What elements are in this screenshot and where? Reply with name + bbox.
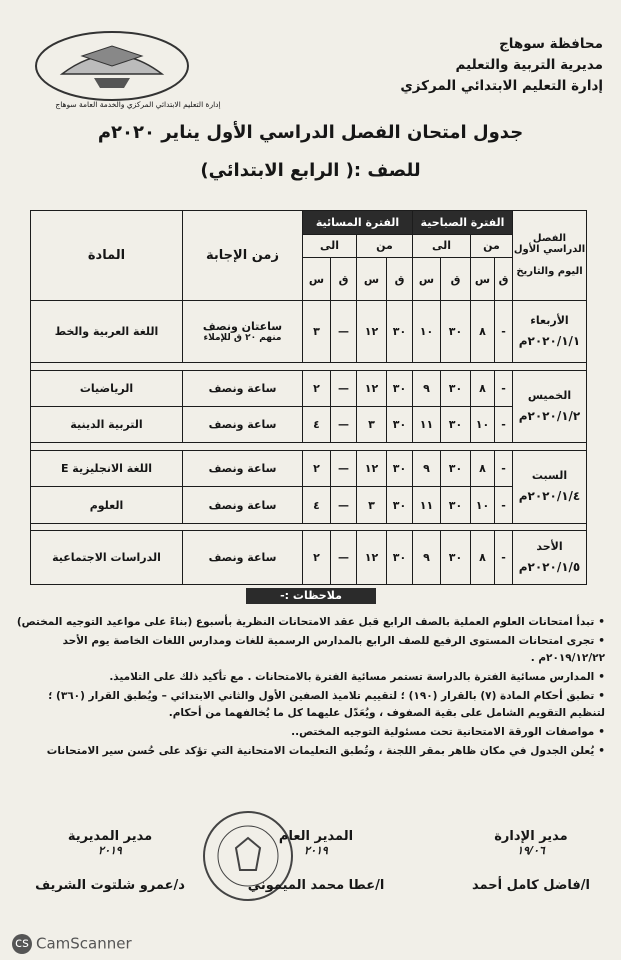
cell: ٤ — [303, 487, 331, 523]
evening-from-header: من — [357, 234, 413, 258]
cell: ١٠ — [413, 300, 441, 362]
unit-s: س — [357, 258, 387, 301]
cell: — — [331, 487, 357, 523]
cell: - — [495, 407, 513, 443]
day-date: ٢٠٢٠/١/٥م — [518, 560, 581, 575]
day-date: ٢٠٢٠/١/٤م — [518, 489, 581, 504]
unit-s: س — [303, 258, 331, 301]
note-item: •يُعلن الجدول في مكان ظاهر بمقر اللجنة ، وتُطبق التعليمات الامتحانية التي تؤكد على حُسن سير الامتحانات — [46, 745, 605, 757]
cell: ٣٠ — [441, 450, 471, 486]
signature-role: المدير العام — [278, 829, 354, 844]
cell: ٣ — [303, 300, 331, 362]
subject-cell: العلوم — [31, 487, 183, 523]
cell: ٨ — [471, 300, 495, 362]
table-row — [31, 531, 587, 585]
grade-subtitle: للصف :( الرابع الابتدائي) — [200, 160, 421, 181]
day-name: الأربعاء — [530, 314, 569, 328]
duration-header: زمن الإجابة — [183, 211, 303, 301]
duration-cell: ساعة ونصف — [183, 487, 303, 523]
cell: — — [331, 300, 357, 362]
page-title: جدول امتحان الفصل الدراسي الأول يناير ٢٠٢٠م — [97, 122, 524, 143]
duration-cell — [183, 300, 303, 362]
morning-period-header: الفترة الصباحية — [413, 211, 513, 235]
subject-cell: التربية الدينية — [31, 407, 183, 443]
cell: ٨ — [471, 531, 495, 585]
cell: - — [495, 300, 513, 362]
cell: ٣٠ — [387, 370, 413, 406]
bullet-icon: • — [598, 690, 605, 702]
bullet-icon: • — [598, 726, 605, 738]
day-name: الخميس — [527, 389, 572, 403]
signature-scribble: ٢٠١٩ — [304, 844, 328, 857]
day-name: الأحد — [536, 540, 563, 554]
header-line-directorate: مديرية التربية والتعليم — [455, 57, 603, 73]
day-cell — [513, 300, 587, 362]
cell: ١٢ — [357, 370, 387, 406]
note-item: •مواصفات الورقة الامتحانية تحت مسئولية التوجيه المختص.. — [291, 726, 605, 738]
cell: ٣٠ — [441, 531, 471, 585]
duration-cell: ساعة ونصف — [183, 450, 303, 486]
day-date: ٢٠٢٠/١/٢م — [518, 409, 581, 424]
cell: ٨ — [471, 450, 495, 486]
cell: - — [495, 531, 513, 585]
day-cell — [513, 370, 587, 443]
note-item: •تبدأ امتحانات العلوم العملية بالصف الرابع قبل عقد الامتحانات النظرية بأسبوع (بناءً على مواعيد التوجيه المختص) — [16, 616, 605, 628]
subject-cell: اللغة العربية والخط — [31, 300, 183, 362]
bullet-icon: • — [598, 745, 605, 757]
cell: ٣ — [357, 487, 387, 523]
signature-name: د/عمرو شلتوت الشريف — [35, 878, 185, 893]
unit-q: ق — [331, 258, 357, 301]
cell: ٩ — [413, 531, 441, 585]
day-name: السبت — [531, 469, 568, 483]
header-line-governorate: محافظة سوهاج — [499, 36, 603, 52]
cell: ١٢ — [357, 300, 387, 362]
cell: ٨ — [471, 370, 495, 406]
evening-to-header: الى — [303, 234, 357, 258]
note-item: •المدارس مسائية الفترة بالدراسة تستمر مسائية الفترة بالامتحانات . مع تأكيد ذلك على التلاميذ. — [109, 671, 605, 683]
unit-q: ق — [387, 258, 413, 301]
cell: ٣٠ — [441, 407, 471, 443]
cell: - — [495, 370, 513, 406]
cell: ٣٠ — [441, 300, 471, 362]
cell: ٣٠ — [441, 487, 471, 523]
signature-directorate-director — [30, 829, 190, 893]
table-row — [31, 370, 587, 406]
cell: — — [331, 370, 357, 406]
camscanner-watermark: cs CamScanner — [12, 934, 132, 954]
table-row — [31, 450, 587, 486]
duration-cell: ساعة ونصف — [183, 407, 303, 443]
cell: ١٠ — [471, 407, 495, 443]
cell: ٣٠ — [441, 370, 471, 406]
cell: ١٢ — [357, 531, 387, 585]
unit-q: ق — [495, 258, 513, 301]
morning-from-header: من — [471, 234, 513, 258]
duration-note: منهم ٢٠ ق للإملاء — [203, 333, 282, 344]
signature-scribble: ١٩/٠٦ — [517, 844, 545, 857]
subject-header: المادة — [31, 211, 183, 301]
note-item: •تجرى امتحانات المستوى الرفيع للصف الرابع بالمدارس الرسمية للغات ومدارس اللغات الخاصة يوم الأحد ٢٠١٩/١٢/٢٢م . — [62, 635, 605, 664]
cell: ٣٠ — [387, 531, 413, 585]
cell: - — [495, 487, 513, 523]
notes-list — [14, 614, 605, 762]
morning-to-header: الى — [413, 234, 471, 258]
notes-title: ملاحظات :- — [246, 588, 376, 604]
cell: ١٢ — [357, 450, 387, 486]
unit-s: س — [413, 258, 441, 301]
signature-name: ا/عطا محمد الميموني — [247, 878, 385, 893]
header-line-administration: إدارة التعليم الابتدائي المركزي — [400, 78, 603, 94]
cell: — — [331, 531, 357, 585]
day-date: ٢٠٢٠/١/١م — [518, 334, 581, 349]
term-day-header — [513, 211, 587, 301]
cell: ٩ — [413, 370, 441, 406]
subject-cell: الرياضيات — [31, 370, 183, 406]
duration-cell: ساعة ونصف — [183, 370, 303, 406]
subject-cell: اللغة الانجليزية E — [31, 450, 183, 486]
duration-cell: ساعة ونصف — [183, 531, 303, 585]
unit-q: ق — [441, 258, 471, 301]
ministry-logo-icon — [32, 26, 192, 106]
day-cell — [513, 450, 587, 523]
evening-period-header: الفترة المسائية — [303, 211, 413, 235]
signature-role: مدير المديرية — [67, 829, 153, 844]
signature-scribble: ٢٠١٩ — [98, 844, 122, 857]
signature-admin-director — [471, 829, 591, 893]
header-block — [273, 34, 603, 97]
unit-s: س — [471, 258, 495, 301]
exam-table — [30, 210, 587, 585]
subject-cell: الدراسات الاجتماعية — [31, 531, 183, 585]
cell: ٢ — [303, 531, 331, 585]
note-item: •تطبق أحكام المادة (٧) بالقرار (١٩٠) ؛ لتقييم تلاميذ الصفين الأول والثاني الابتدائي – ويُطبق القرار (٣٦٠) ؛ لتنظيم التقويم الشامل على بقية الصفوف ، ويُعَدّل عليهما كل ما يُخالفهما من أحكام. — [48, 690, 605, 719]
table-row — [31, 487, 587, 523]
cell: — — [331, 450, 357, 486]
day-cell — [513, 531, 587, 585]
duration-text: ساعتان ونصف — [202, 320, 283, 334]
cell: — — [331, 407, 357, 443]
term-header: الفصل الدراسي الأول — [513, 233, 586, 256]
cell: ٢ — [303, 370, 331, 406]
bullet-icon: • — [598, 616, 605, 628]
bullet-icon: • — [598, 635, 605, 647]
logo-caption: إدارة التعليم الابتدائي المركزي والخدمة العامة سوهاج — [55, 100, 221, 109]
signature-general-director — [241, 829, 391, 893]
cell: - — [495, 450, 513, 486]
cell: ٣ — [357, 407, 387, 443]
table-row — [31, 300, 587, 362]
bullet-icon: • — [598, 671, 605, 683]
signatures-block — [30, 825, 591, 915]
signature-name: ا/فاضل كامل أحمد — [472, 878, 590, 893]
cell: ١١ — [413, 407, 441, 443]
signature-role: مدير الإدارة — [494, 829, 568, 844]
table-row — [31, 407, 587, 443]
cell: ٣٠ — [387, 487, 413, 523]
cell: ٣٠ — [387, 450, 413, 486]
cell: ٣٠ — [387, 407, 413, 443]
cell: ٢ — [303, 450, 331, 486]
day-date-header: اليوم والتاريخ — [516, 266, 583, 278]
cell: ١٠ — [471, 487, 495, 523]
cell: ١١ — [413, 487, 441, 523]
cell: ٩ — [413, 450, 441, 486]
cell: ٤ — [303, 407, 331, 443]
camscanner-logo-icon: cs — [12, 934, 32, 954]
cell: ٣٠ — [387, 300, 413, 362]
